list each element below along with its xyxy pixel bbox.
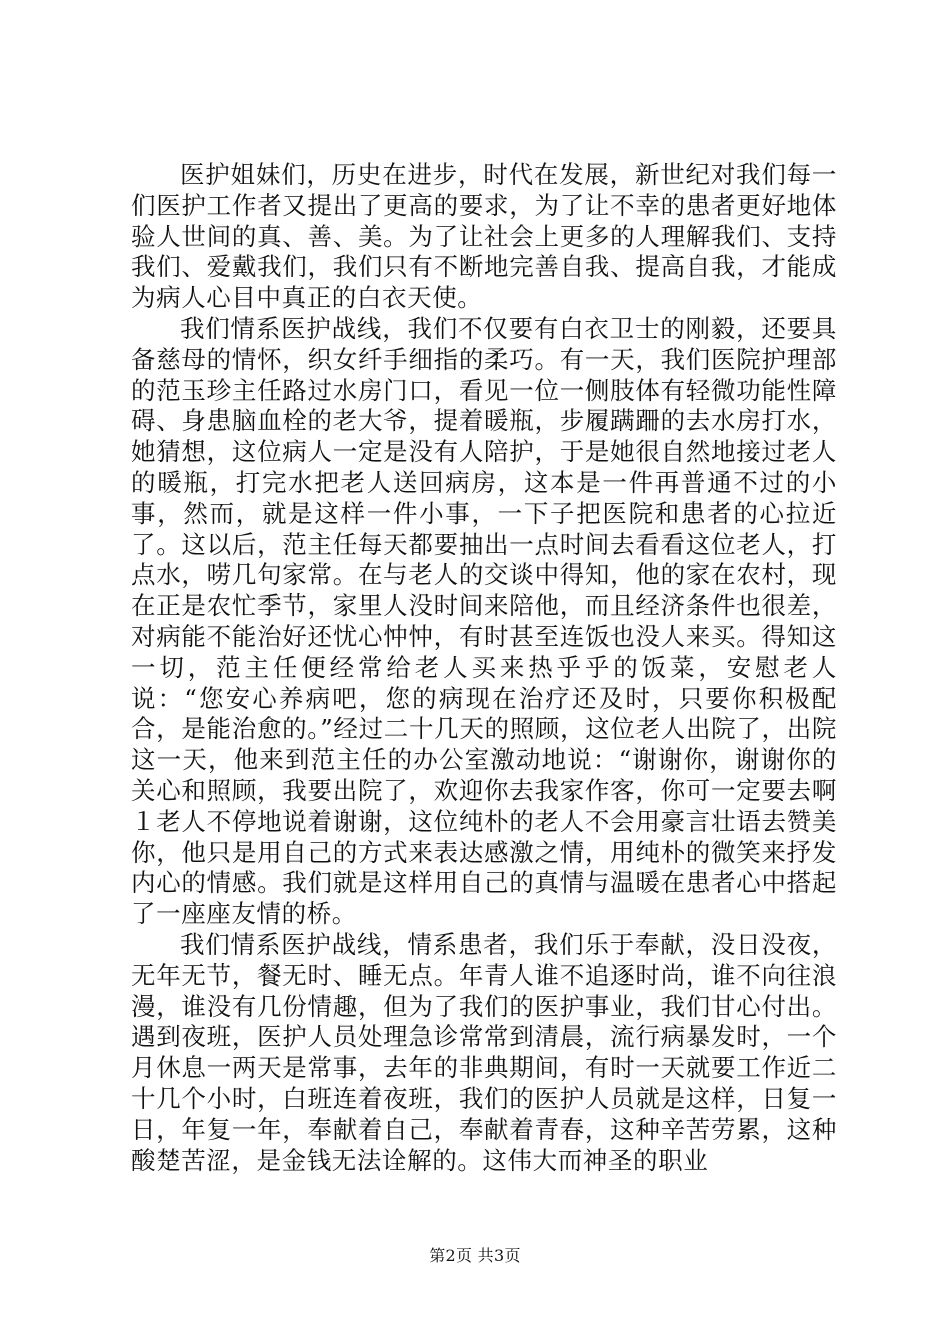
page-number-footer: 第2页 共3页 — [429, 1246, 521, 1265]
body-text — [131, 160, 837, 1176]
paragraph-1: 医护姐妹们，历史在进步，时代在发展，新世纪对我们每一们医护工作者又提出了更高的要求，为了让不幸的患者更好地体验人世间的真、善、美。为了让社会上更多的人理解我们、支持我们、爱戴我们，我们只有不断地完善自我、提高自我，才能成为病人心目中真正的白衣天使。 — [131, 160, 837, 313]
paragraph-2: 我们情系医护战线，我们不仅要有白衣卫士的刚毅，还要具备慈母的情怀，织女纤手细指的柔巧。有一天，我们医院护理部的范玉珍主任路过水房门口，看见一位一侧肢体有轻微功能性障碍、身患脑血栓的老大爷，提着暖瓶，步履蹒跚的去水房打水，她猜想，这位病人一定是没有人陪护，于是她很自然地接过老人的暖瓶，打完水把老人送回病房，这本是一件再普通不过的小事，然而，就是这样一件小事，一下子把医院和患者的心拉近了。这以后，范主任每天都要抽出一点时间去看看这位老人，打点水，唠几句家常。在与老人的交谈中得知，他的家在农村，现在正是农忙季节，家里人没时间来陪他，而且经济条件也很差，对病能不能治好还忧心忡忡，有时甚至连饭也没人来买。得知这一切，范主任便经常给老人买来热乎乎的饭菜，安慰老人说：“您安心养病吧，您的病现在治疗还及时，只要你积极配合，是能治愈的。”经过二十几天的照顾，这位老人出院了，出院这一天，他来到范主任的办公室激动地说：“谢谢你，谢谢你的关心和照顾，我要出院了，欢迎你去我家作客，你可一定要去啊１老人不停地说着谢谢，这位纯朴的老人不会用豪言壮语去赞美你，他只是用自己的方式来表达感激之情，用纯朴的微笑来抒发内心的情感。我们就是这样用自己的真情与温暖在患者心中搭起了一座座友情的桥。 — [131, 313, 837, 929]
paragraph-3: 我们情系医护战线，情系患者，我们乐于奉献，没日没夜，无年无节，餐无时、睡无点。年青人谁不追逐时尚，谁不向往浪漫，谁没有几份情趣，但为了我们的医护事业，我们甘心付出。遇到夜班，医护人员处理急诊常常到清晨，流行病暴发时，一个月休息一两天是常事，去年的非典期间，有时一天就要工作近二十几个小时，白班连着夜班，我们的医护人员就是这样，日复一日，年复一年，奉献着自己，奉献着青春，这种辛苦劳累，这种酸楚苦涩，是金钱无法诠解的。这伟大而神圣的职业 — [131, 929, 837, 1175]
